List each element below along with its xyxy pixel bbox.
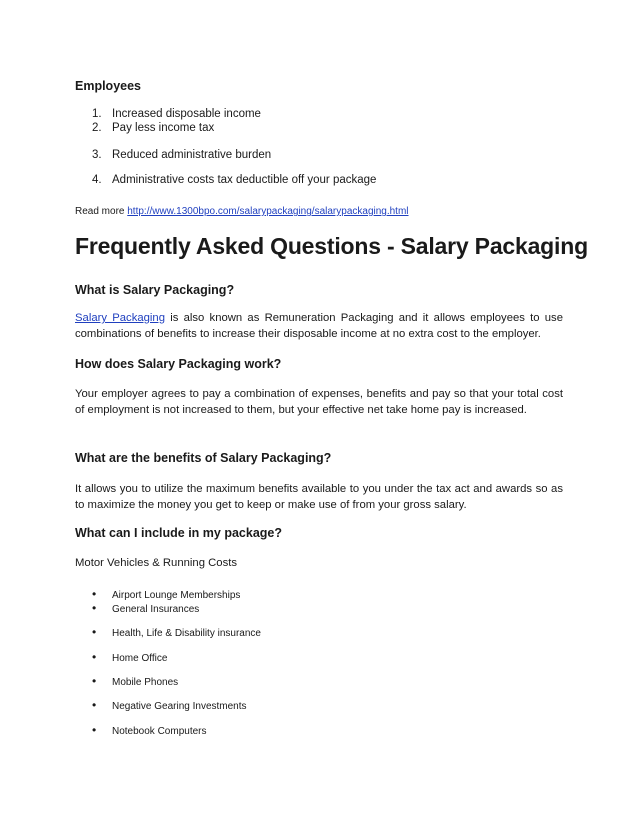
list-item-number: 2. <box>92 122 102 134</box>
list-item <box>92 149 271 161</box>
list-item-number: 4. <box>92 174 102 186</box>
list-item-text: Health, Life & Disability insurance <box>112 628 261 639</box>
faq-question-2: How does Salary Packaging work? <box>75 357 282 371</box>
salary-packaging-link[interactable]: Salary Packaging <box>75 312 165 324</box>
list-item <box>92 625 261 639</box>
bullet-icon: • <box>92 698 97 712</box>
faq-question-1: What is Salary Packaging? <box>75 283 235 297</box>
list-item-text: Pay less income tax <box>112 122 215 134</box>
bullet-icon: • <box>92 625 97 639</box>
faq-answer-1-text: is also known as Remuneration Packaging and it allows employees to use combinations of benefits to increase their disposable income at no extra cost to the employer. <box>75 312 563 340</box>
list-item <box>92 723 207 737</box>
list-item <box>92 174 376 186</box>
list-item <box>92 587 240 601</box>
list-item-text: Airport Lounge Memberships <box>112 590 241 601</box>
list-item-text: Administrative costs tax deductible off your package <box>112 174 377 186</box>
list-item <box>92 601 199 615</box>
bullet-icon: • <box>92 587 97 601</box>
list-item <box>92 698 247 712</box>
list-item-text: General Insurances <box>112 604 200 615</box>
read-more-line <box>75 206 409 217</box>
list-item <box>92 650 167 664</box>
bullet-icon: • <box>92 723 97 737</box>
list-item-text: Negative Gearing Investments <box>112 701 247 712</box>
read-more-link[interactable]: http://www.1300bpo.com/salarypackaging/salarypackaging.html <box>127 206 409 217</box>
bullet-icon: • <box>92 601 97 615</box>
page-title: Frequently Asked Questions - Salary Packaging <box>75 233 588 259</box>
list-item-number: 1. <box>92 108 102 120</box>
faq-answer-3: It allows you to utilize the maximum benefits available to you under the tax act and awards so as to maximize the money you get to keep or make use of from your gross salary. <box>75 483 563 511</box>
bullet-icon: • <box>92 650 97 664</box>
list-item-number: 3. <box>92 149 102 161</box>
list-item <box>92 674 178 688</box>
list-item-text: Notebook Computers <box>112 726 207 737</box>
faq-question-3: What are the benefits of Salary Packaging? <box>75 451 332 465</box>
employees-heading: Employees <box>75 79 142 93</box>
list-item-text: Reduced administrative burden <box>112 149 272 161</box>
faq-answer-2: Your employer agrees to pay a combination of expenses, benefits and pay so that your total cost of employment is not increased to them, but your effective net take home pay is increased. <box>75 388 563 416</box>
package-intro: Motor Vehicles & Running Costs <box>75 557 238 569</box>
list-item-text: Home Office <box>112 653 168 664</box>
list-item <box>92 122 214 134</box>
list-item-text: Mobile Phones <box>112 677 179 688</box>
bullet-icon: • <box>92 674 97 688</box>
faq-question-4: What can I include in my package? <box>75 526 282 540</box>
list-item <box>92 108 261 120</box>
faq-answer-1 <box>75 310 563 342</box>
list-item-text: Increased disposable income <box>112 108 261 120</box>
read-more-label: Read more <box>75 206 128 217</box>
